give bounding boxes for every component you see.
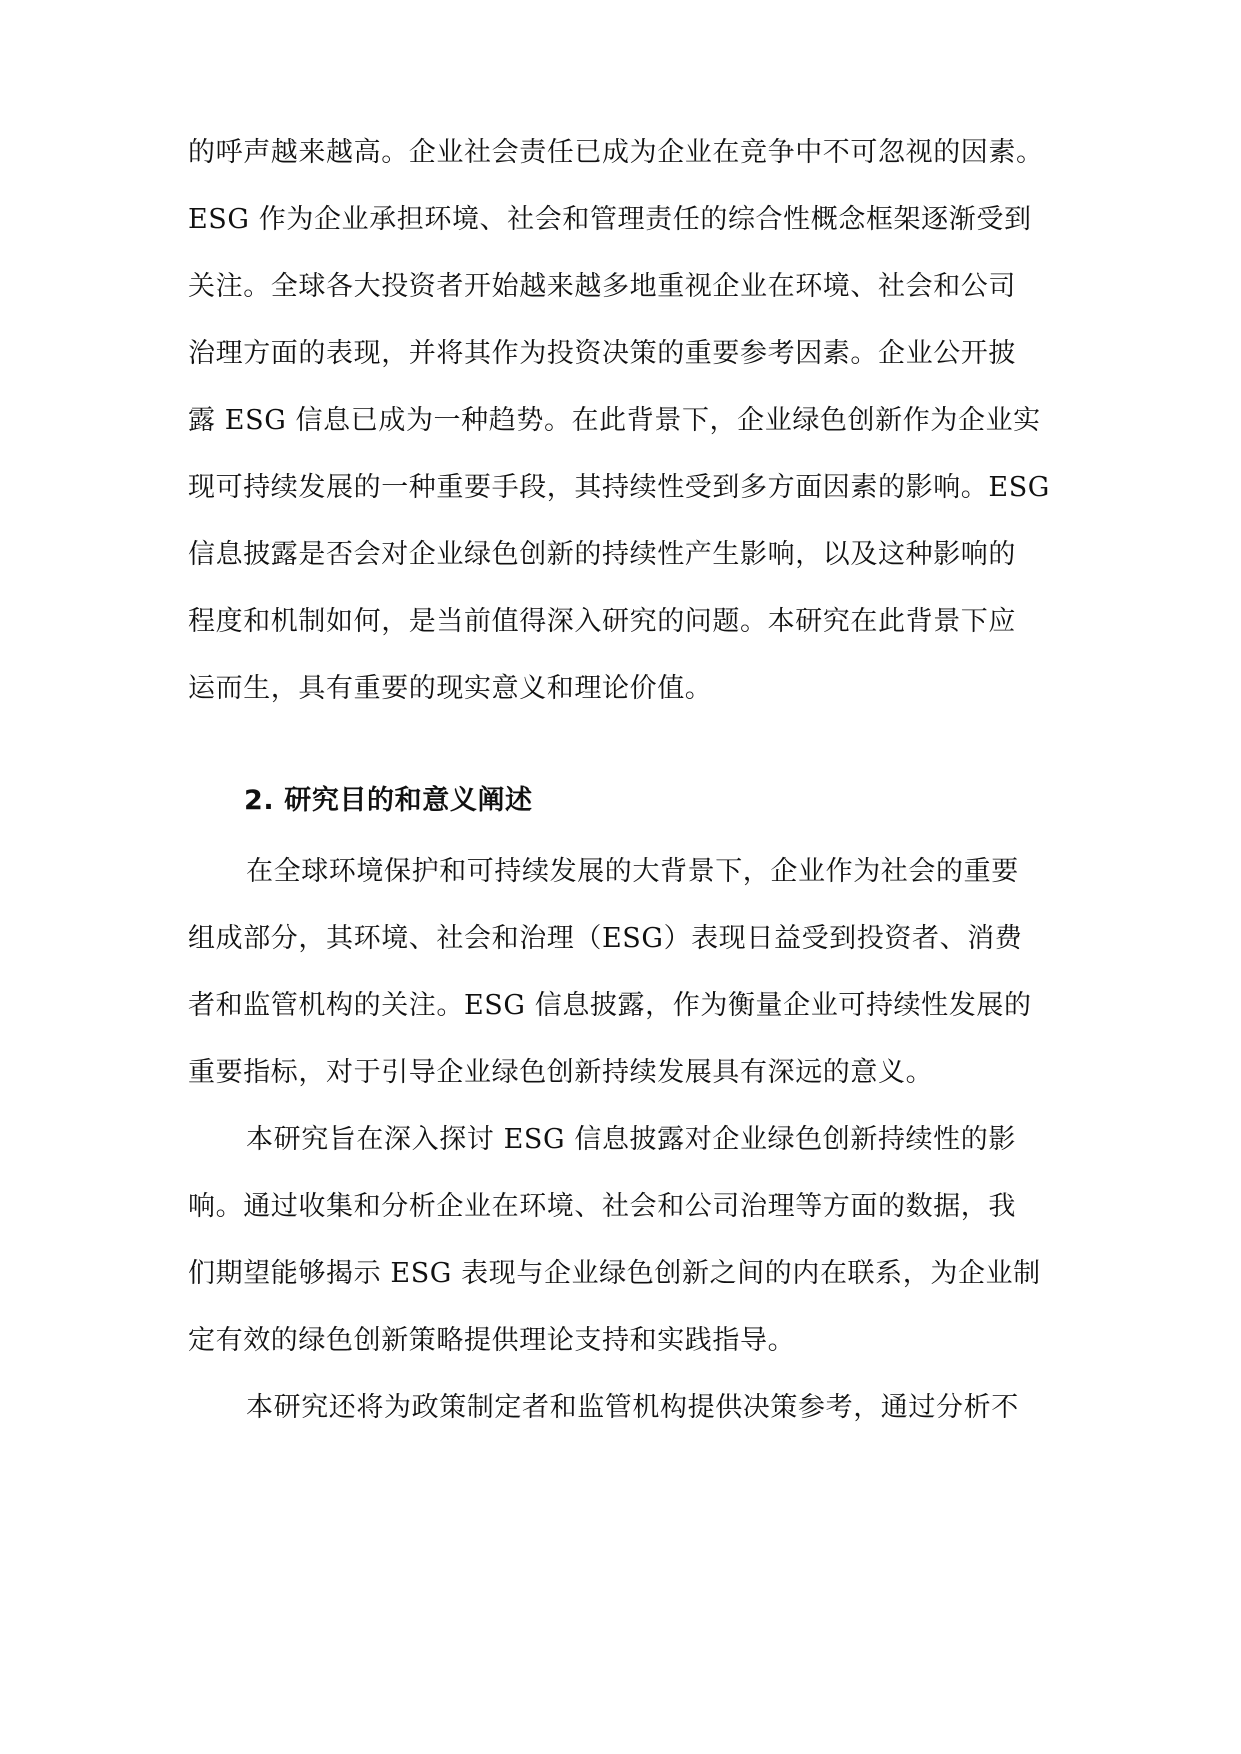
text-line: 信息披露是否会对企业绿色创新的持续性产生影响，以及这种影响的 (188, 539, 1016, 570)
text-line: 定有效的绿色创新策略提供理论支持和实践指导。 (188, 1325, 796, 1356)
text-line: 现可持续发展的一种重要手段，其持续性受到多方面因素的影响。ESG (188, 472, 1050, 503)
text-line: 程度和机制如何，是当前值得深入研究的问题。本研究在此背景下应 (188, 606, 1016, 637)
text-line: 在全球环境保护和可持续发展的大背景下，企业作为社会的重要 (246, 856, 1019, 887)
text-line: 响。通过收集和分析企业在环境、社会和公司治理等方面的数据，我 (188, 1191, 1016, 1222)
text-line: 运而生，具有重要的现实意义和理论价值。 (188, 673, 713, 704)
text-line: ESG 作为企业承担环境、社会和管理责任的综合性概念框架逐渐受到 (188, 204, 1032, 235)
text-line: 们期望能够揭示 ESG 表现与企业绿色创新之间的内在联系，为企业制 (188, 1258, 1041, 1289)
text-line: 组成部分，其环境、社会和治理（ESG）表现日益受到投资者、消费 (188, 923, 1023, 954)
text-line: 本研究还将为政策制定者和监管机构提供决策参考，通过分析不 (246, 1392, 1019, 1423)
text-line: 者和监管机构的关注。ESG 信息披露，作为衡量企业可持续性发展的 (188, 990, 1032, 1021)
text-line: 重要指标，对于引导企业绿色创新持续发展具有深远的意义。 (188, 1057, 934, 1088)
text-line: 治理方面的表现，并将其作为投资决策的重要参考因素。企业公开披 (188, 338, 1016, 369)
text-line: 露 ESG 信息已成为一种趋势。在此背景下，企业绿色创新作为企业实 (188, 405, 1041, 436)
text-line: 本研究旨在深入探讨 ESG 信息披露对企业绿色创新持续性的影 (246, 1124, 1016, 1155)
text-line: 关注。全球各大投资者开始越来越多地重视企业在环境、社会和公司 (188, 271, 1016, 302)
text-line: 的呼声越来越高。企业社会责任已成为企业在竞争中不可忽视的因素。 (188, 137, 1044, 168)
section-heading: 2. 研究目的和意义阐述 (244, 785, 533, 816)
